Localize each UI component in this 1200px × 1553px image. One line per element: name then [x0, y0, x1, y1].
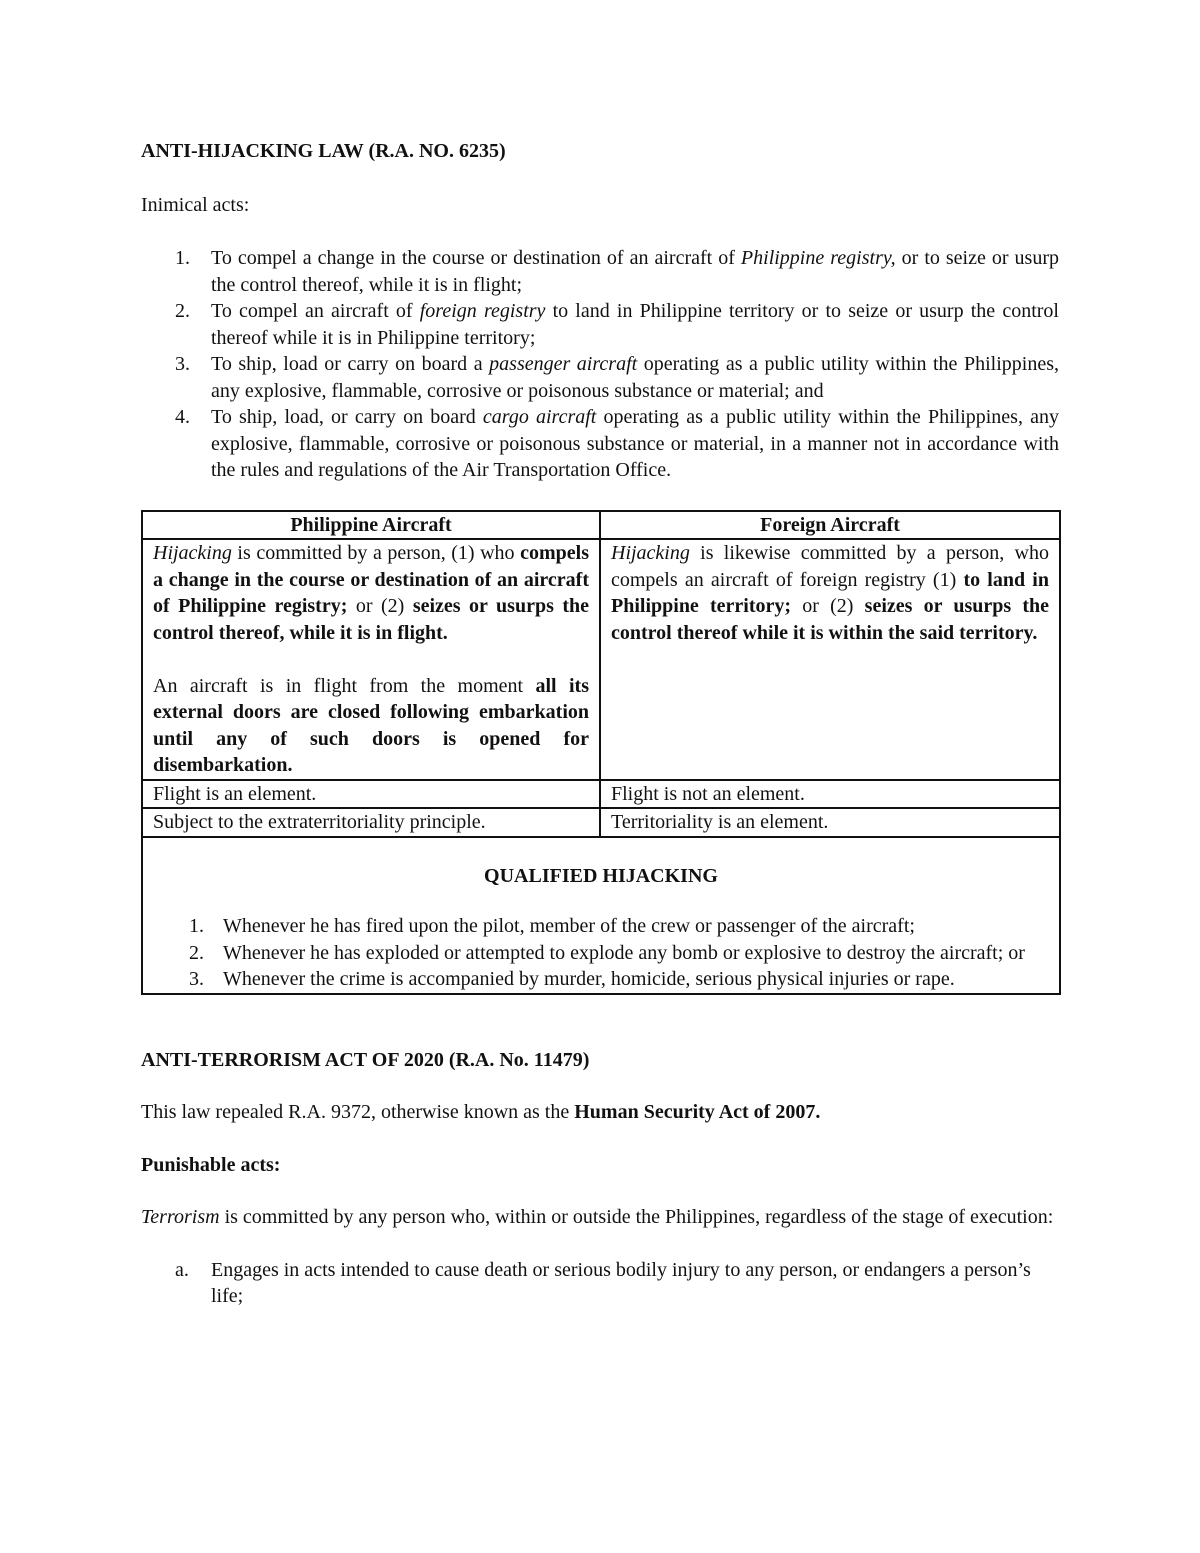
terrorism-acts-list [141, 1257, 1059, 1310]
table-row [142, 780, 1060, 809]
list-item: 2. To compel an aircraft of foreign registry to land in Philippine territory or to seize or usurp the control thereof while it is in Philippine territory; [175, 300, 1059, 349]
punishable-acts-heading: Punishable acts: [141, 1153, 281, 1176]
header-foreign-aircraft: Foreign Aircraft [600, 511, 1060, 540]
list-item: 2. Whenever he has exploded or attempted to explode any bomb or explosive to destroy the aircraft; or [189, 941, 1025, 964]
table-row [142, 808, 1060, 837]
list-item: 1. Whenever he has fired upon the pilot, member of the crew or passenger of the aircraft; [189, 915, 915, 937]
foreign-aircraft-definition: Hijacking is likewise committed by a person, who compels an aircraft of foreign registry (1) to land in Philippine territory; or (2) seizes or usurps the control thereof while it is within the said territory. [600, 539, 1060, 780]
qualified-hijacking-cell [142, 837, 1060, 994]
qualified-hijacking-list [153, 913, 1049, 993]
table-row [142, 539, 1060, 780]
section-title-anti-hijacking: ANTI-HIJACKING LAW (R.A. NO. 6235) [141, 140, 506, 162]
inimical-acts-label: Inimical acts: [141, 193, 250, 216]
table-cell: Subject to the extraterritoriality principle. [142, 808, 600, 837]
table-cell: Territoriality is an element. [600, 808, 1060, 837]
list-item: 1. To compel a change in the course or destination of an aircraft of Philippine registry, or to seize or usurp the control thereof, while it is in flight; [175, 247, 1060, 296]
comparison-table [141, 510, 1061, 995]
list-item: 3. Whenever the crime is accompanied by murder, homicide, serious physical injuries or rape. [189, 968, 955, 990]
table-cell: Flight is not an element. [600, 780, 1060, 809]
header-philippine-aircraft: Philippine Aircraft [142, 511, 600, 540]
qualified-hijacking-row [142, 837, 1060, 994]
list-item: 4. To ship, load, or carry on board cargo aircraft operating as a public utility within the Philippines, any explosive, flammable, corrosive or poisonous substance or material, in a manner not in accordance with the rules and regulations of the Air Transportation Office. [175, 406, 1059, 481]
list-item: 3. To ship, load or carry on board a passenger aircraft operating as a public utility within the Philippines, any explosive, flammable, corrosive or poisonous substance or material; and [175, 353, 1059, 402]
table-cell: Flight is an element. [142, 780, 600, 809]
qualified-hijacking-title: QUALIFIED HIJACKING [484, 864, 718, 887]
inimical-acts-list [141, 245, 1059, 484]
repeal-paragraph: This law repealed R.A. 9372, otherwise known as the Human Security Act of 2007. [141, 1101, 821, 1123]
terrorism-definition: Terrorism is committed by any person who, within or outside the Philippines, regardless of the stage of execution: [141, 1206, 1054, 1228]
list-item: a. Engages in acts intended to cause death or serious bodily injury to any person, or endangers a person’s life; [175, 1258, 1031, 1307]
table-header-row [142, 511, 1060, 540]
document-content [141, 138, 1059, 1310]
philippine-aircraft-definition: Hijacking is committed by a person, (1) who compels a change in the course or destination of an aircraft of Philippine registry; or (2) seizes or usurps the control thereof, while it is in flight. An aircraft is in flight from the moment all its external doors are closed following embarkation until any of such doors is opened for disembarkation. [142, 539, 600, 780]
section-title-anti-terrorism: ANTI-TERRORISM ACT OF 2020 (R.A. No. 11479) [141, 1048, 590, 1071]
